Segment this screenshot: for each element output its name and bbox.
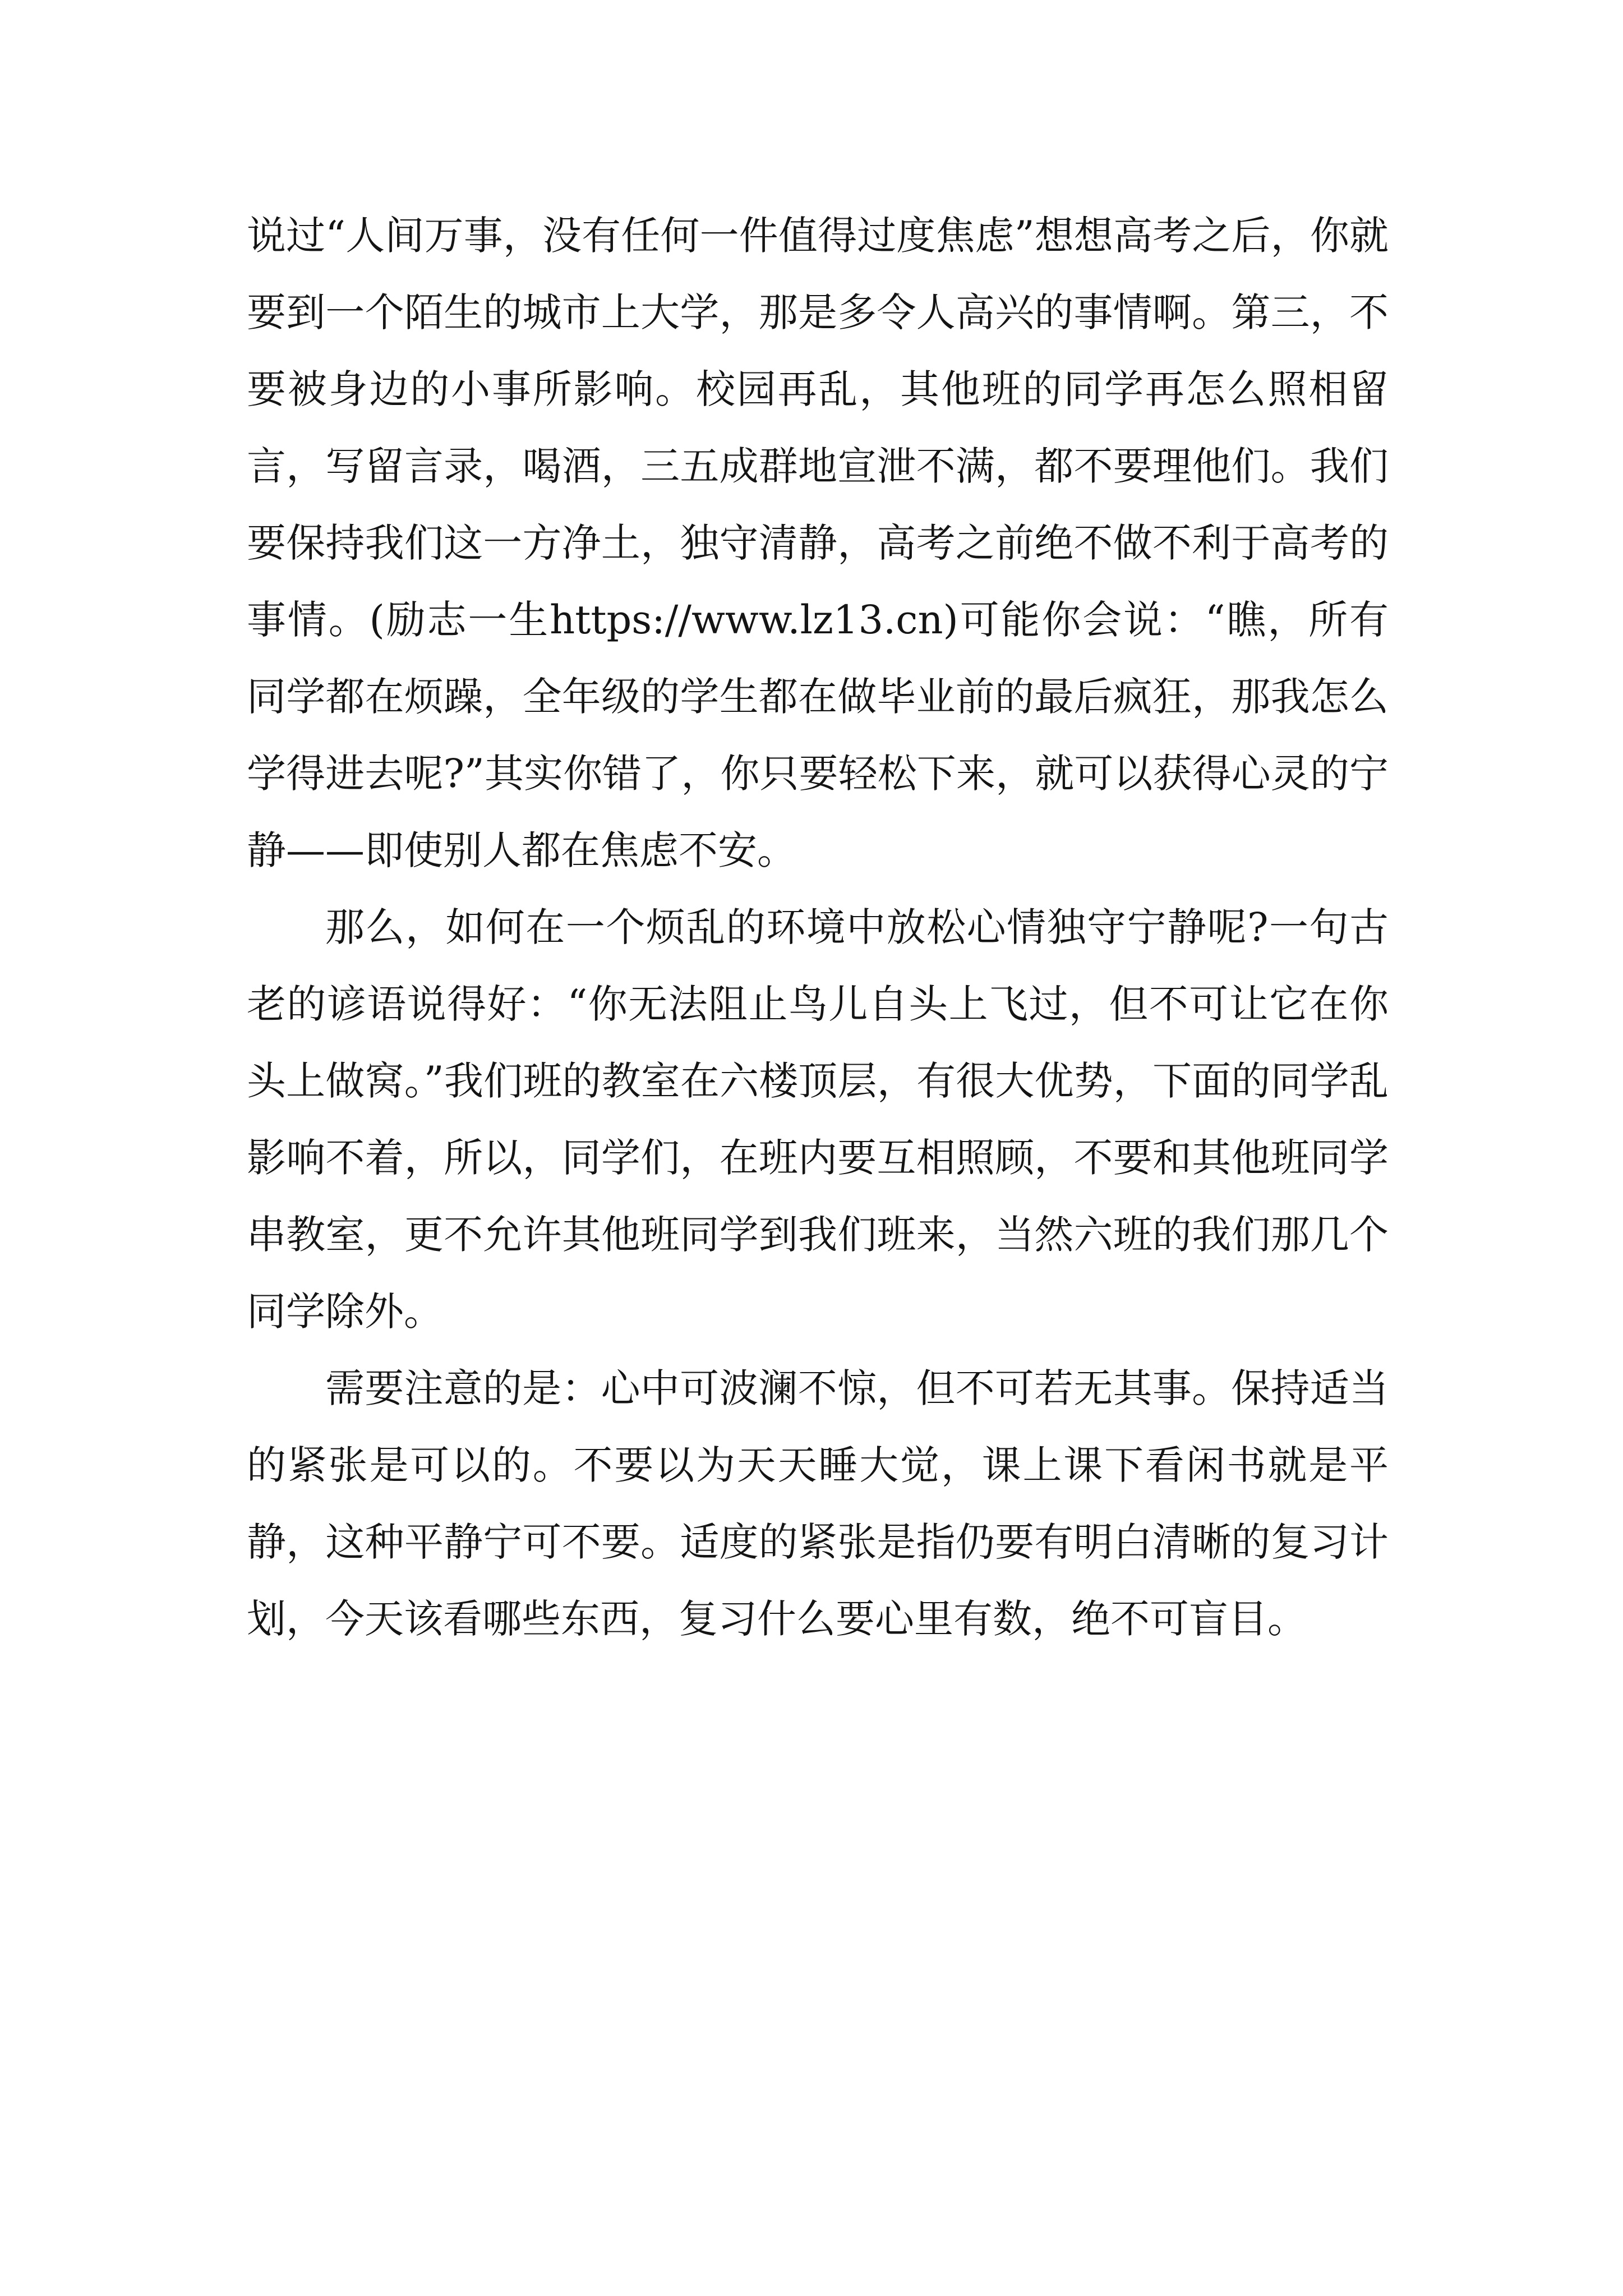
paragraph-1: 说过“人间万事，没有任何一件值得过度焦虑”想想高考之后，你就要到一个陌生的城市上大学，那是多令人高兴的事情啊。第三，不要被身边的小事所影响。校园再乱，其他班的同学再怎么照相留言，写留言录，喝酒，三五成群地宣泄不满，都不要理他们。我们要保持我们这一方净土，独守清静，高考之前绝不做不利于高考的事情。(励志一生https://www.lz13.cn)可能你会说：“瞧，所有同学都在烦躁，全年级的学生都在做毕业前的最后疯狂，那我怎么学得进去呢?”其实你错了，你只要轻松下来，就可以获得心灵的宁静——即使别人都在焦虑不安。 xyxy=(247,213,1389,873)
body-text xyxy=(247,197,1389,1658)
paragraph-2: 那么，如何在一个烦乱的环境中放松心情独守宁静呢?一句古老的谚语说得好：“你无法阻止鸟儿自头上飞过，但不可让它在你头上做窝。”我们班的教室在六楼顶层，有很大优势，下面的同学乱影响不着，所以，同学们，在班内要互相照顾，不要和其他班同学串教室，更不允许其他班同学到我们班来，当然六班的我们那几个同学除外。 xyxy=(247,904,1389,1335)
paragraph-3: 需要注意的是：心中可波澜不惊，但不可若无其事。保持适当的紧张是可以的。不要以为天天睡大觉，课上课下看闲书就是平静，这种平静宁可不要。适度的紧张是指仍要有明白清晰的复习计划，今天该看哪些东西，复习什么要心里有数，绝不可盲目。 xyxy=(247,1365,1389,1642)
